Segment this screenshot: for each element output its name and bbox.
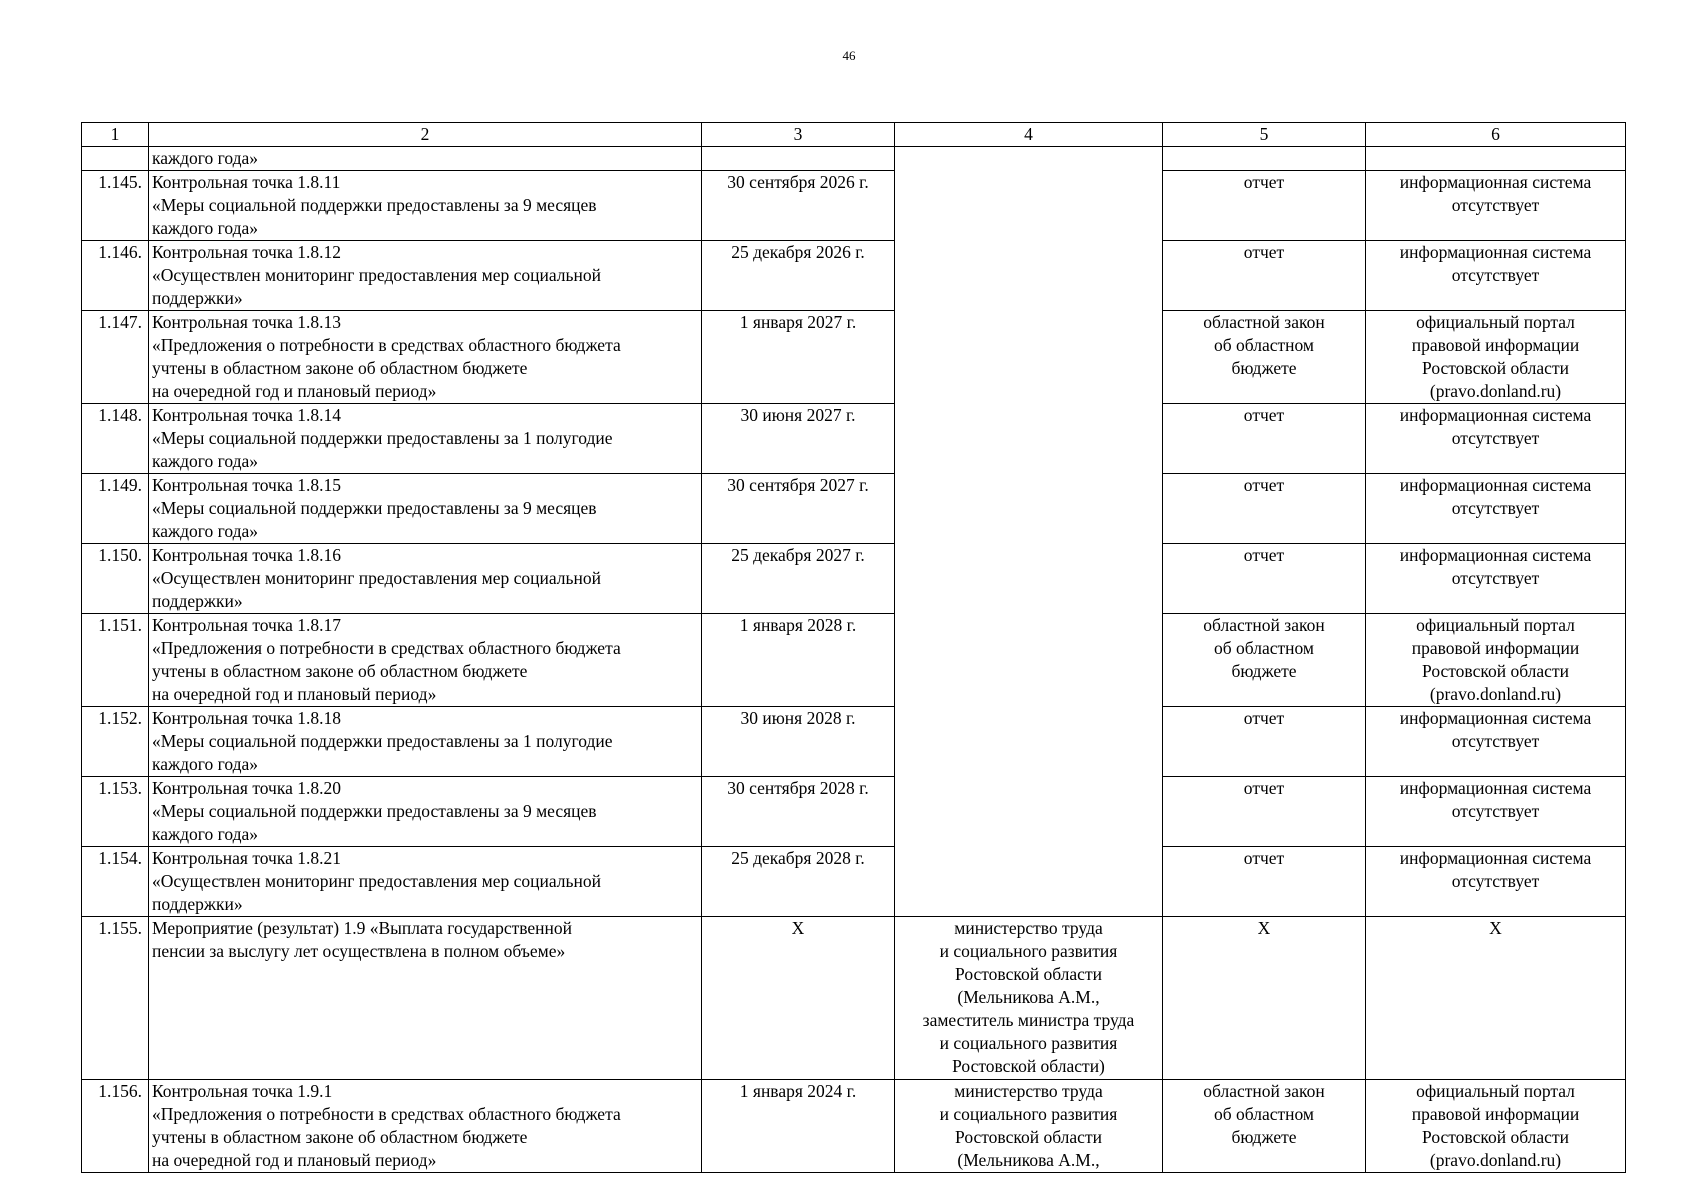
event-name-line: каждого года»: [152, 754, 259, 774]
information-system-line: отсутствует: [1451, 428, 1540, 448]
event-name: [149, 1080, 702, 1173]
information-system-line: отсутствует: [1451, 265, 1540, 285]
event-name-line: «Меры социальной поддержки предоставлены за 9 месяцев: [152, 195, 597, 215]
row-number: 1.148.: [82, 404, 149, 474]
event-name: [149, 404, 702, 474]
document-type: [1163, 311, 1366, 404]
due-date: 30 июня 2027 г.: [702, 404, 895, 474]
information-system: [1366, 311, 1626, 404]
responsible-executor-line: заместитель министра труда: [922, 1010, 1135, 1030]
information-system-line: информационная система: [1399, 405, 1592, 425]
information-system-line: Ростовской области: [1422, 661, 1569, 681]
due-date: 25 декабря 2028 г.: [702, 847, 895, 917]
responsible-executor-line: министерство труда: [954, 1081, 1103, 1101]
event-name-line: «Меры социальной поддержки предоставлены за 9 месяцев: [152, 801, 597, 821]
document-type-line: об областном: [1213, 1104, 1315, 1124]
document-type: [1163, 1080, 1366, 1173]
event-name-line: на очередной год и плановый период»: [152, 684, 437, 704]
due-date: 25 декабря 2026 г.: [702, 241, 895, 311]
document-type-line: бюджете: [1231, 358, 1297, 378]
table-row: [82, 1080, 1626, 1173]
document-type-line: областной закон: [1203, 615, 1325, 635]
responsible-executor-line: и социального развития: [939, 1104, 1118, 1124]
table-row: [82, 171, 1626, 241]
page-number: 46: [842, 48, 856, 63]
information-system: [1366, 777, 1626, 847]
information-system-line: информационная система: [1399, 848, 1592, 868]
information-system: [1366, 847, 1626, 917]
information-system: [1366, 614, 1626, 707]
table-row: [82, 241, 1626, 311]
row-number: 1.153.: [82, 777, 149, 847]
document-type-line: об областном: [1213, 638, 1315, 658]
event-name: [149, 777, 702, 847]
event-name-line: учтены в областном законе об областном бюджете: [152, 661, 528, 681]
event-name-line: на очередной год и плановый период»: [152, 381, 437, 401]
column-header: 6: [1366, 123, 1626, 147]
event-name-line: Контрольная точка 1.8.15: [152, 475, 341, 495]
event-name: [149, 614, 702, 707]
information-system: X: [1366, 917, 1626, 1080]
event-name-line: каждого года»: [152, 824, 259, 844]
document-type-line: отчет: [1243, 545, 1285, 565]
information-system-line: официальный портал: [1416, 1081, 1575, 1101]
responsible-executor-line: министерство труда: [954, 918, 1103, 938]
information-system-line: отсутствует: [1451, 568, 1540, 588]
document-type: [1163, 707, 1366, 777]
information-system-line: информационная система: [1399, 242, 1592, 262]
document-type: [1163, 847, 1366, 917]
document-type: [1163, 171, 1366, 241]
event-name: [149, 241, 702, 311]
due-date: 30 июня 2028 г.: [702, 707, 895, 777]
row-number: 1.145.: [82, 171, 149, 241]
table-row: [82, 311, 1626, 404]
control-points-table: [81, 122, 1626, 1173]
event-name-line: «Предложения о потребности в средствах областного бюджета: [152, 335, 621, 355]
table-row: [82, 404, 1626, 474]
row-number: 1.156.: [82, 1080, 149, 1173]
information-system: [1366, 544, 1626, 614]
event-name-line: «Осуществлен мониторинг предоставления мер социальной: [152, 265, 601, 285]
event-name: [149, 847, 702, 917]
event-name-line: «Предложения о потребности в средствах областного бюджета: [152, 1104, 621, 1124]
event-name-line: на очередной год и плановый период»: [152, 1150, 437, 1170]
event-name: [149, 707, 702, 777]
due-date: X: [702, 917, 895, 1080]
event-name-line: «Меры социальной поддержки предоставлены за 1 полугодие: [152, 731, 613, 751]
due-date: 30 сентября 2028 г.: [702, 777, 895, 847]
event-name-line: Контрольная точка 1.8.20: [152, 778, 341, 798]
row-number-cell: [82, 147, 149, 171]
event-name-line: учтены в областном законе об областном бюджете: [152, 358, 528, 378]
responsible-executor: [895, 1080, 1163, 1173]
event-name: [149, 544, 702, 614]
information-system-line: правовой информации: [1411, 638, 1580, 658]
due-date: 25 декабря 2027 г.: [702, 544, 895, 614]
document-type: [1163, 544, 1366, 614]
information-system-line: (pravo.donland.ru): [1429, 381, 1562, 401]
document-type-line: отчет: [1243, 778, 1285, 798]
document-type-line: отчет: [1243, 848, 1285, 868]
document-type: [1163, 614, 1366, 707]
continuation-text: каждого года»: [149, 147, 702, 171]
event-name-line: пенсии за выслугу лет осуществлена в полном объеме»: [152, 941, 566, 961]
continuation-row: [82, 147, 1626, 171]
document-type-line: отчет: [1243, 405, 1285, 425]
information-system-line: информационная система: [1399, 475, 1592, 495]
responsible-executor-line: и социального развития: [939, 1033, 1118, 1053]
document-type: [1163, 241, 1366, 311]
information-system-line: отсутствует: [1451, 871, 1540, 891]
event-name-line: поддержки»: [152, 591, 243, 611]
document-type: [1163, 777, 1366, 847]
event-name-line: Контрольная точка 1.8.18: [152, 708, 341, 728]
event-name-line: Контрольная точка 1.8.13: [152, 312, 341, 332]
information-system-line: официальный портал: [1416, 312, 1575, 332]
event-name: [149, 311, 702, 404]
document-type-line: об областном: [1213, 335, 1315, 355]
event-name-line: «Предложения о потребности в средствах областного бюджета: [152, 638, 621, 658]
document-type: X: [1163, 917, 1366, 1080]
information-system-line: Ростовской области: [1422, 1127, 1569, 1147]
row-number: 1.146.: [82, 241, 149, 311]
event-name-line: «Осуществлен мониторинг предоставления мер социальной: [152, 871, 601, 891]
event-name-line: каждого года»: [152, 451, 259, 471]
responsible-executor: [895, 917, 1163, 1080]
event-name-line: поддержки»: [152, 894, 243, 914]
table-row: [82, 777, 1626, 847]
row-number: 1.151.: [82, 614, 149, 707]
responsible-executor-line: (Мельникова А.М.,: [957, 987, 1100, 1007]
responsible-executor-line: Ростовской области: [955, 1127, 1102, 1147]
document-type-line: отчет: [1243, 172, 1285, 192]
due-date: 1 января 2028 г.: [702, 614, 895, 707]
document-type-line: бюджете: [1231, 661, 1297, 681]
date-cell: [702, 147, 895, 171]
information-system-line: информационная система: [1399, 545, 1592, 565]
responsible-executor-line: Ростовской области): [952, 1056, 1105, 1076]
table-row: [82, 917, 1626, 1080]
column-number-row: [82, 123, 1626, 147]
event-name-line: Контрольная точка 1.8.14: [152, 405, 341, 425]
column-header: 1: [82, 123, 149, 147]
system-cell: [1366, 147, 1626, 171]
information-system: [1366, 1080, 1626, 1173]
information-system-line: правовой информации: [1411, 335, 1580, 355]
row-number: 1.149.: [82, 474, 149, 544]
event-name-line: поддержки»: [152, 288, 243, 308]
due-date: 1 января 2024 г.: [702, 1080, 895, 1173]
information-system-line: отсутствует: [1451, 195, 1540, 215]
information-system-line: (pravo.donland.ru): [1429, 684, 1562, 704]
information-system-line: официальный портал: [1416, 615, 1575, 635]
document-type-line: отчет: [1243, 242, 1285, 262]
event-name-line: Контрольная точка 1.8.16: [152, 545, 341, 565]
row-number: 1.150.: [82, 544, 149, 614]
column-header: 4: [895, 123, 1163, 147]
table-row: [82, 614, 1626, 707]
event-name-line: каждого года»: [152, 521, 259, 541]
document-type-line: отчет: [1243, 708, 1285, 728]
due-date: 1 января 2027 г.: [702, 311, 895, 404]
information-system: [1366, 474, 1626, 544]
table-row: [82, 707, 1626, 777]
event-name-line: Мероприятие (результат) 1.9 «Выплата государственной: [152, 918, 573, 938]
document-type-line: бюджете: [1231, 1127, 1297, 1147]
event-name-line: Контрольная точка 1.8.12: [152, 242, 341, 262]
event-name-line: Контрольная точка 1.8.21: [152, 848, 341, 868]
information-system-line: Ростовской области: [1422, 358, 1569, 378]
event-name-line: «Меры социальной поддержки предоставлены за 1 полугодие: [152, 428, 613, 448]
event-name-line: учтены в областном законе об областном бюджете: [152, 1127, 528, 1147]
information-system-line: информационная система: [1399, 778, 1592, 798]
document-type-line: областной закон: [1203, 1081, 1325, 1101]
information-system-line: отсутствует: [1451, 801, 1540, 821]
row-number: 1.155.: [82, 917, 149, 1080]
event-name: [149, 917, 702, 1080]
row-number: 1.154.: [82, 847, 149, 917]
document-type: [1163, 474, 1366, 544]
responsible-executor-line: (Мельникова А.М.,: [957, 1150, 1100, 1170]
document-type-line: областной закон: [1203, 312, 1325, 332]
information-system-line: информационная система: [1399, 708, 1592, 728]
event-name-line: «Меры социальной поддержки предоставлены за 9 месяцев: [152, 498, 597, 518]
information-system: [1366, 171, 1626, 241]
information-system: [1366, 707, 1626, 777]
column-header: 2: [149, 123, 702, 147]
table-row: [82, 847, 1626, 917]
table-row: [82, 544, 1626, 614]
responsible-executor-line: и социального развития: [939, 941, 1118, 961]
row-number: 1.152.: [82, 707, 149, 777]
column-header: 5: [1163, 123, 1366, 147]
information-system: [1366, 241, 1626, 311]
information-system-line: отсутствует: [1451, 731, 1540, 751]
due-date: 30 сентября 2026 г.: [702, 171, 895, 241]
event-name-line: каждого года»: [152, 218, 259, 238]
table-row: [82, 474, 1626, 544]
row-number: 1.147.: [82, 311, 149, 404]
responsible-cell-merged: [895, 147, 1163, 917]
event-name-line: Контрольная точка 1.8.17: [152, 615, 341, 635]
document-type: [1163, 404, 1366, 474]
information-system-line: правовой информации: [1411, 1104, 1580, 1124]
document-cell: [1163, 147, 1366, 171]
information-system-line: (pravo.donland.ru): [1429, 1150, 1562, 1170]
event-name-line: «Осуществлен мониторинг предоставления мер социальной: [152, 568, 601, 588]
due-date: 30 сентября 2027 г.: [702, 474, 895, 544]
document-type-line: отчет: [1243, 475, 1285, 495]
event-name: [149, 171, 702, 241]
event-name-line: Контрольная точка 1.8.11: [152, 172, 341, 192]
information-system-line: информационная система: [1399, 172, 1592, 192]
information-system: [1366, 404, 1626, 474]
event-name: [149, 474, 702, 544]
responsible-executor-line: Ростовской области: [955, 964, 1102, 984]
event-name-line: Контрольная точка 1.9.1: [152, 1081, 333, 1101]
information-system-line: отсутствует: [1451, 498, 1540, 518]
column-header: 3: [702, 123, 895, 147]
